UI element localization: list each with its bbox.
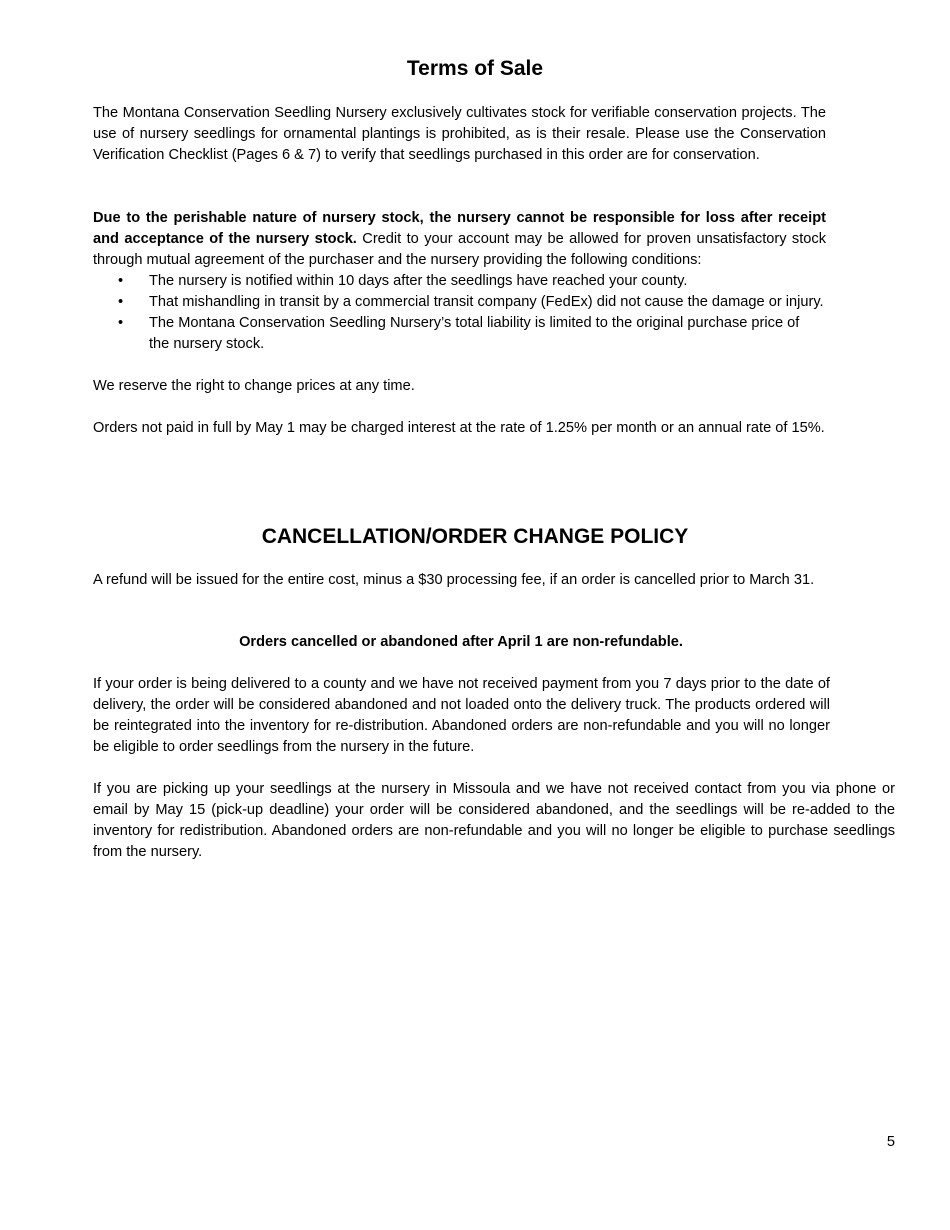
non-refundable-notice: Orders cancelled or abandoned after April 1 are non-refundable.	[239, 634, 683, 650]
bullet-icon: •	[118, 273, 124, 289]
terms-of-sale-heading: Terms of Sale	[406, 57, 544, 80]
condition-item	[118, 292, 878, 313]
interest-paragraph: Orders not paid in full by May 1 may be charged interest at the rate of 1.25% per month or an annual rate of 15%.	[93, 420, 825, 436]
cancellation-policy-heading: CANCELLATION/ORDER CHANGE POLICY	[261, 525, 689, 548]
delivery-paragraph: If your order is being delivered to a county and we have not received payment from you 7 days prior to the date of delivery, the order will be considered abandoned and not loaded onto the delivery truck. The products ordered will be reintegrated into the inventory for re-distribution. Abandoned orders are non-refundable and you will no longer be eligible to order seedlings from the nursery in the future.	[93, 676, 830, 755]
liability-bold-statement: Due to the perishable nature of nursery stock, the nursery cannot be responsible for loss after receipt and acceptance of the nursery stock.	[93, 210, 826, 247]
prices-paragraph: We reserve the right to change prices at any time.	[93, 378, 415, 394]
bullet-icon: •	[118, 294, 124, 310]
refund-paragraph: A refund will be issued for the entire cost, minus a $30 processing fee, if an order is cancelled prior to March 31.	[93, 572, 815, 588]
condition-text: The Montana Conservation Seedling Nursery’s total liability is limited to the original purchase price of the nursery stock.	[149, 315, 800, 352]
conditions-list	[118, 271, 878, 355]
condition-item	[118, 271, 878, 292]
condition-text: That mishandling in transit by a commercial transit company (FedEx) did not cause the damage or injury.	[149, 294, 824, 310]
page-number: 5	[886, 1134, 895, 1150]
liability-credit-text: Credit to your account may be allowed for proven unsatisfactory stock through mutual agreement of the purchaser and the nursery providing the following conditions:	[93, 231, 826, 268]
pickup-paragraph: If you are picking up your seedlings at the nursery in Missoula and we have not received contact from you via phone or email by May 15 (pick-up deadline) your order will be considered abandoned, and the seedlings will be re-added to the inventory for redistribution. Abandoned orders are non-refundable and you will no longer be eligible to purchase seedlings from the nursery.	[93, 781, 895, 860]
condition-text: The nursery is notified within 10 days after the seedlings have reached your county.	[149, 273, 688, 289]
liability-paragraph	[93, 208, 826, 271]
condition-item	[118, 313, 878, 355]
bullet-icon: •	[118, 315, 124, 331]
terms-intro-paragraph: The Montana Conservation Seedling Nursery exclusively cultivates stock for verifiable conservation projects. The use of nursery seedlings for ornamental plantings is prohibited, as is their resale. Please use the Conservation Verification Checklist (Pages 6 & 7) to verify that seedlings purchased in this order are for conservation.	[93, 105, 826, 163]
